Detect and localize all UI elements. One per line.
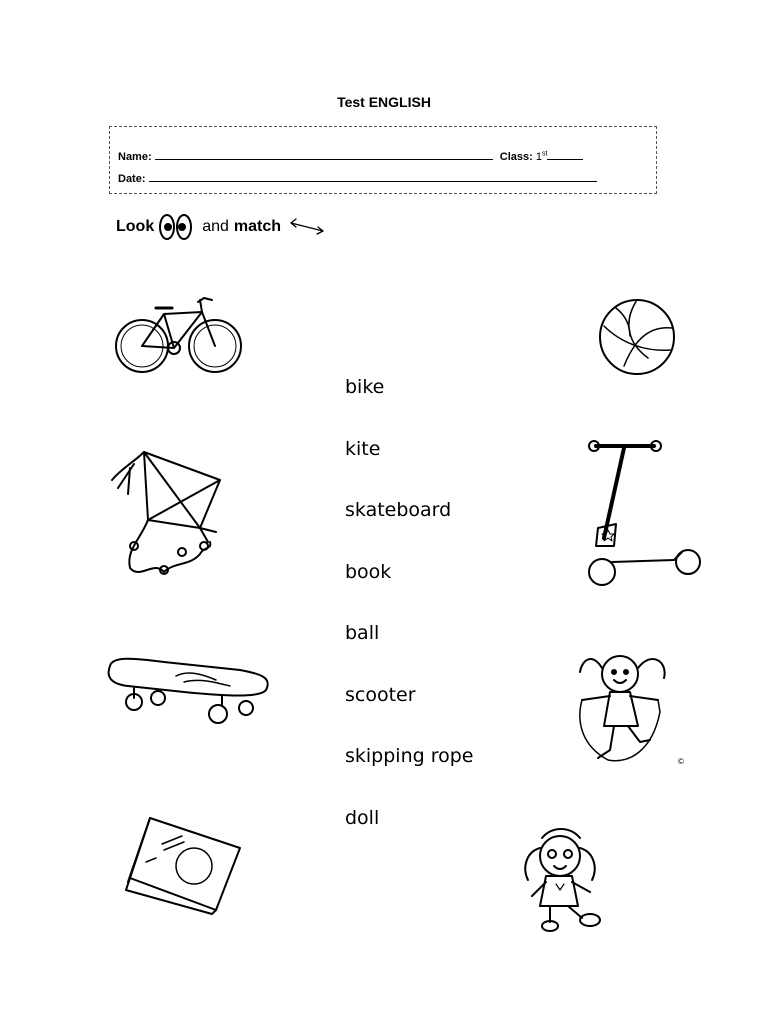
date-field[interactable] bbox=[149, 172, 597, 182]
name-field[interactable] bbox=[155, 150, 493, 160]
word-doll: doll bbox=[345, 807, 380, 829]
scooter-icon bbox=[582, 436, 704, 588]
eyes-icon bbox=[158, 210, 194, 244]
word-ball: ball bbox=[345, 622, 380, 644]
skateboard-icon bbox=[104, 652, 274, 730]
worksheet-title: Test ENGLISH bbox=[337, 94, 431, 110]
word-skateboard: skateboard bbox=[345, 499, 452, 521]
word-kite: kite bbox=[345, 438, 381, 460]
class-superscript: st bbox=[541, 150, 548, 158]
double-arrow-icon bbox=[287, 217, 329, 237]
instruction bbox=[116, 210, 329, 244]
name-label: Name: bbox=[118, 151, 152, 163]
date-row bbox=[118, 172, 597, 185]
word-skipping-rope: skipping rope bbox=[345, 745, 474, 767]
student-info-box bbox=[109, 126, 657, 194]
copyright-mark: © bbox=[678, 757, 684, 766]
ball-icon bbox=[596, 296, 678, 378]
date-label: Date: bbox=[118, 173, 146, 185]
instruction-look: Look bbox=[116, 218, 155, 235]
book-icon bbox=[122, 812, 246, 914]
class-label: Class: bbox=[499, 151, 533, 163]
word-book: book bbox=[345, 561, 392, 583]
class-field[interactable] bbox=[547, 150, 583, 160]
skipping-rope-girl-icon bbox=[568, 642, 694, 770]
class-value: 1 bbox=[535, 151, 542, 163]
instruction-match: match bbox=[233, 218, 282, 235]
bike-icon bbox=[112, 290, 244, 382]
name-row bbox=[118, 150, 583, 163]
word-scooter: scooter bbox=[345, 684, 416, 706]
doll-icon bbox=[516, 822, 612, 932]
word-bike: bike bbox=[345, 376, 385, 398]
kite-icon bbox=[104, 442, 229, 582]
instruction-and: and bbox=[202, 218, 229, 235]
